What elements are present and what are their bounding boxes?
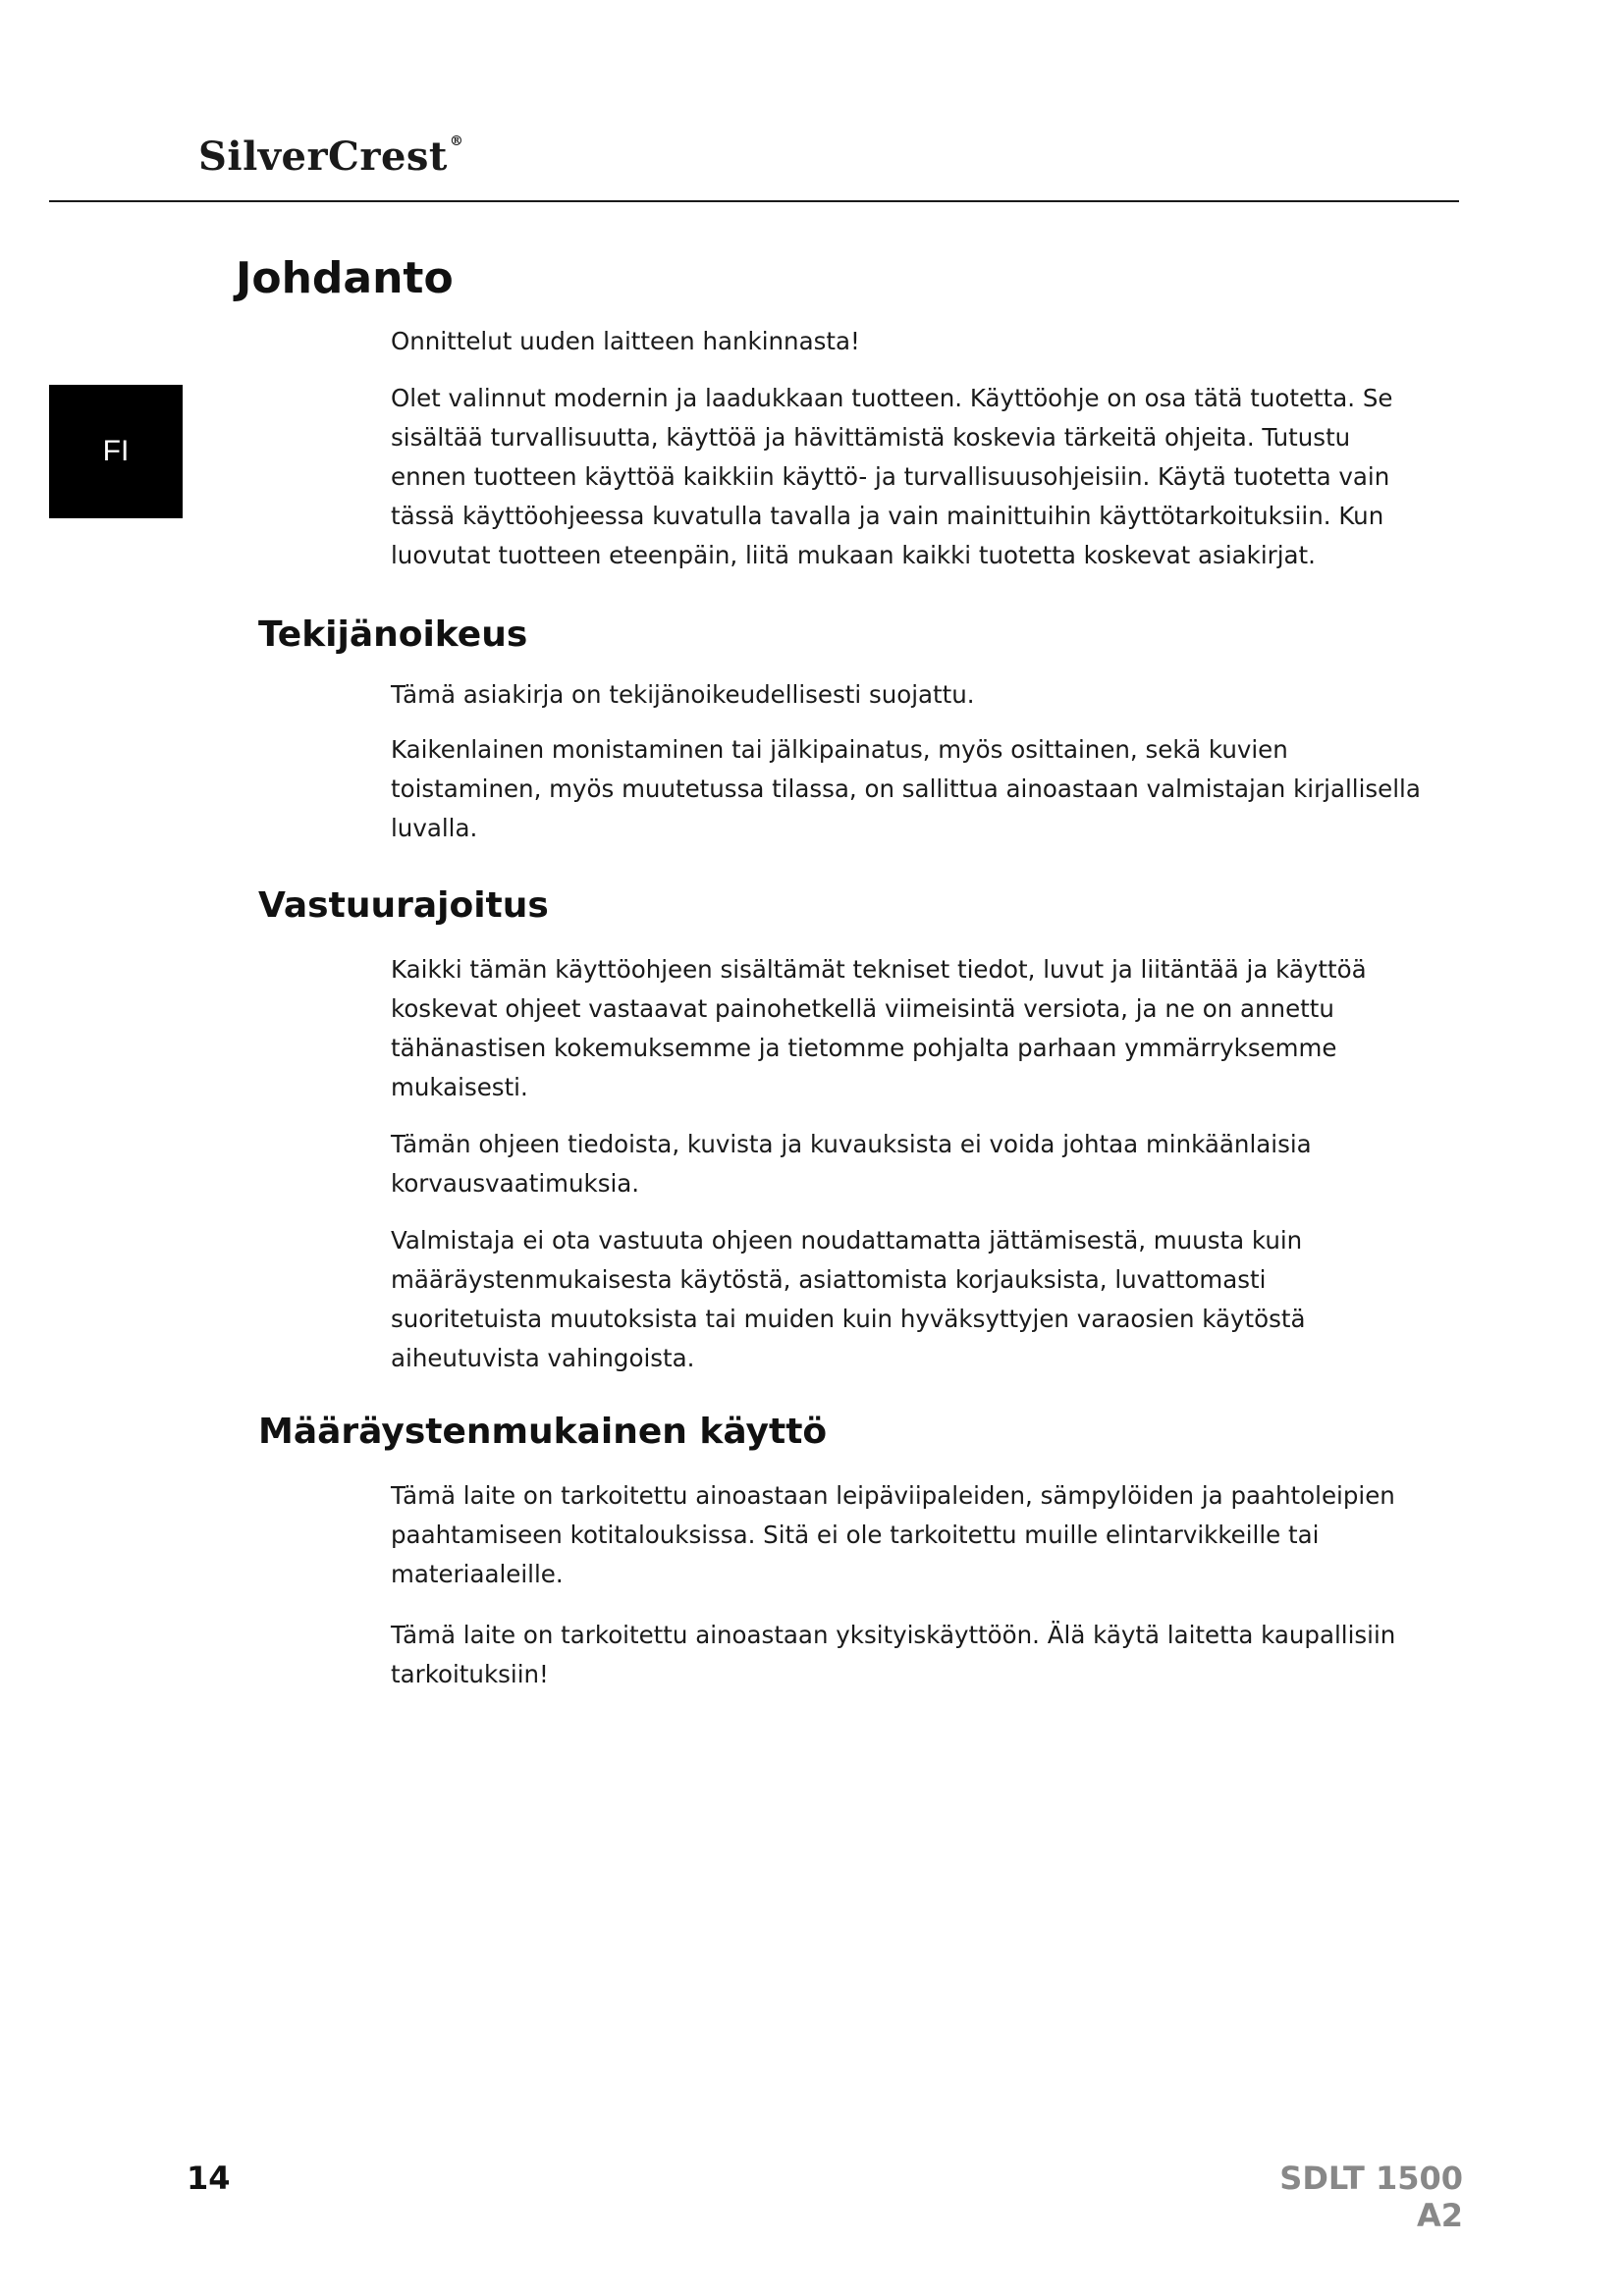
intro-paragraph-2: Olet valinnut modernin ja laadukkaan tuotteen. Käyttöohje on osa tätä tuotetta. Se sisältää turvallisuutta, käyttöä ja hävittämistä koskevia tärkeitä ohjeita. Tutustu ennen tuotteen käyttöä kaikkiin käyttö- ja turvallisuusohjeisiin. Käytä tuotetta vain tässä käyttöohjeessa kuvatulla tavalla ja vain mainittuihin käyttötarkoituksiin. Kun luovutat tuotteen eteenpäin, liitä mukaan kaikki tuotetta koskevat asiakirjat. [391, 384, 1393, 569]
brand-name: SilverCrest [198, 133, 448, 180]
copyright-paragraph-1: Tämä asiakirja on tekijänoikeudellisesti suojattu. [391, 680, 975, 709]
copyright-paragraph-2: Kaikenlainen monistaminen tai jälkipainatus, myös osittainen, sekä kuvien toistaminen, myös muutetussa tilassa, on sallittua ainoastaan valmistajan kirjallisella luvalla. [391, 735, 1421, 842]
intended-use-paragraph-1: Tämä laite on tarkoitettu ainoastaan leipäviipaleiden, sämpylöiden ja paahtoleipien paahtamiseen kotitalouksissa. Sitä ei ole tarkoitettu muille elintarvikkeille tai materiaaleille. [391, 1481, 1395, 1588]
copyright-heading: Tekijänoikeus [258, 614, 528, 655]
liability-heading: Vastuurajoitus [258, 885, 549, 926]
page-number: 14 [187, 2160, 231, 2197]
liability-paragraph-3: Valmistaja ei ota vastuuta ohjeen noudattamatta jättämisestä, muusta kuin määräystenmukaisesta käytöstä, asiattomista korjauksista, luvattomasti suoritetuista muutoksista tai muiden kuin hyväksyttyjen varaosien käytöstä aiheutuvista vahingoista. [391, 1226, 1306, 1372]
language-label: FI [102, 435, 130, 467]
brand-logo [198, 133, 463, 180]
liability-paragraph-2: Tämän ohjeen tiedoista, kuvista ja kuvauksista ei voida johtaa minkäänlaisia korvausvaatimuksia. [391, 1130, 1312, 1198]
language-tab [49, 385, 183, 518]
intended-use-heading: Määräystenmukainen käyttö [258, 1412, 828, 1452]
intended-use-paragraph-2: Tämä laite on tarkoitettu ainoastaan yksityiskäyttöön. Älä käytä laitetta kaupallisiin tarkoituksiin! [391, 1621, 1396, 1688]
liability-paragraph-1: Kaikki tämän käyttöohjeen sisältämät tekniset tiedot, luvut ja liitäntää ja käyttöä koskevat ohjeet vastaavat painohetkellä viimeisintä versiota, ja ne on annettu tähänastisen kokemuksemme ja tietomme pohjalta parhaan ymmärryksemme mukaisesti. [391, 955, 1367, 1101]
registered-mark: ® [449, 133, 464, 149]
header-divider [49, 200, 1459, 202]
intro-paragraph-1: Onnittelut uuden laitteen hankinnasta! [391, 327, 860, 355]
page-title: Johdanto [236, 253, 454, 303]
model-number: SDLT 1500 A2 [1279, 2160, 1463, 2234]
